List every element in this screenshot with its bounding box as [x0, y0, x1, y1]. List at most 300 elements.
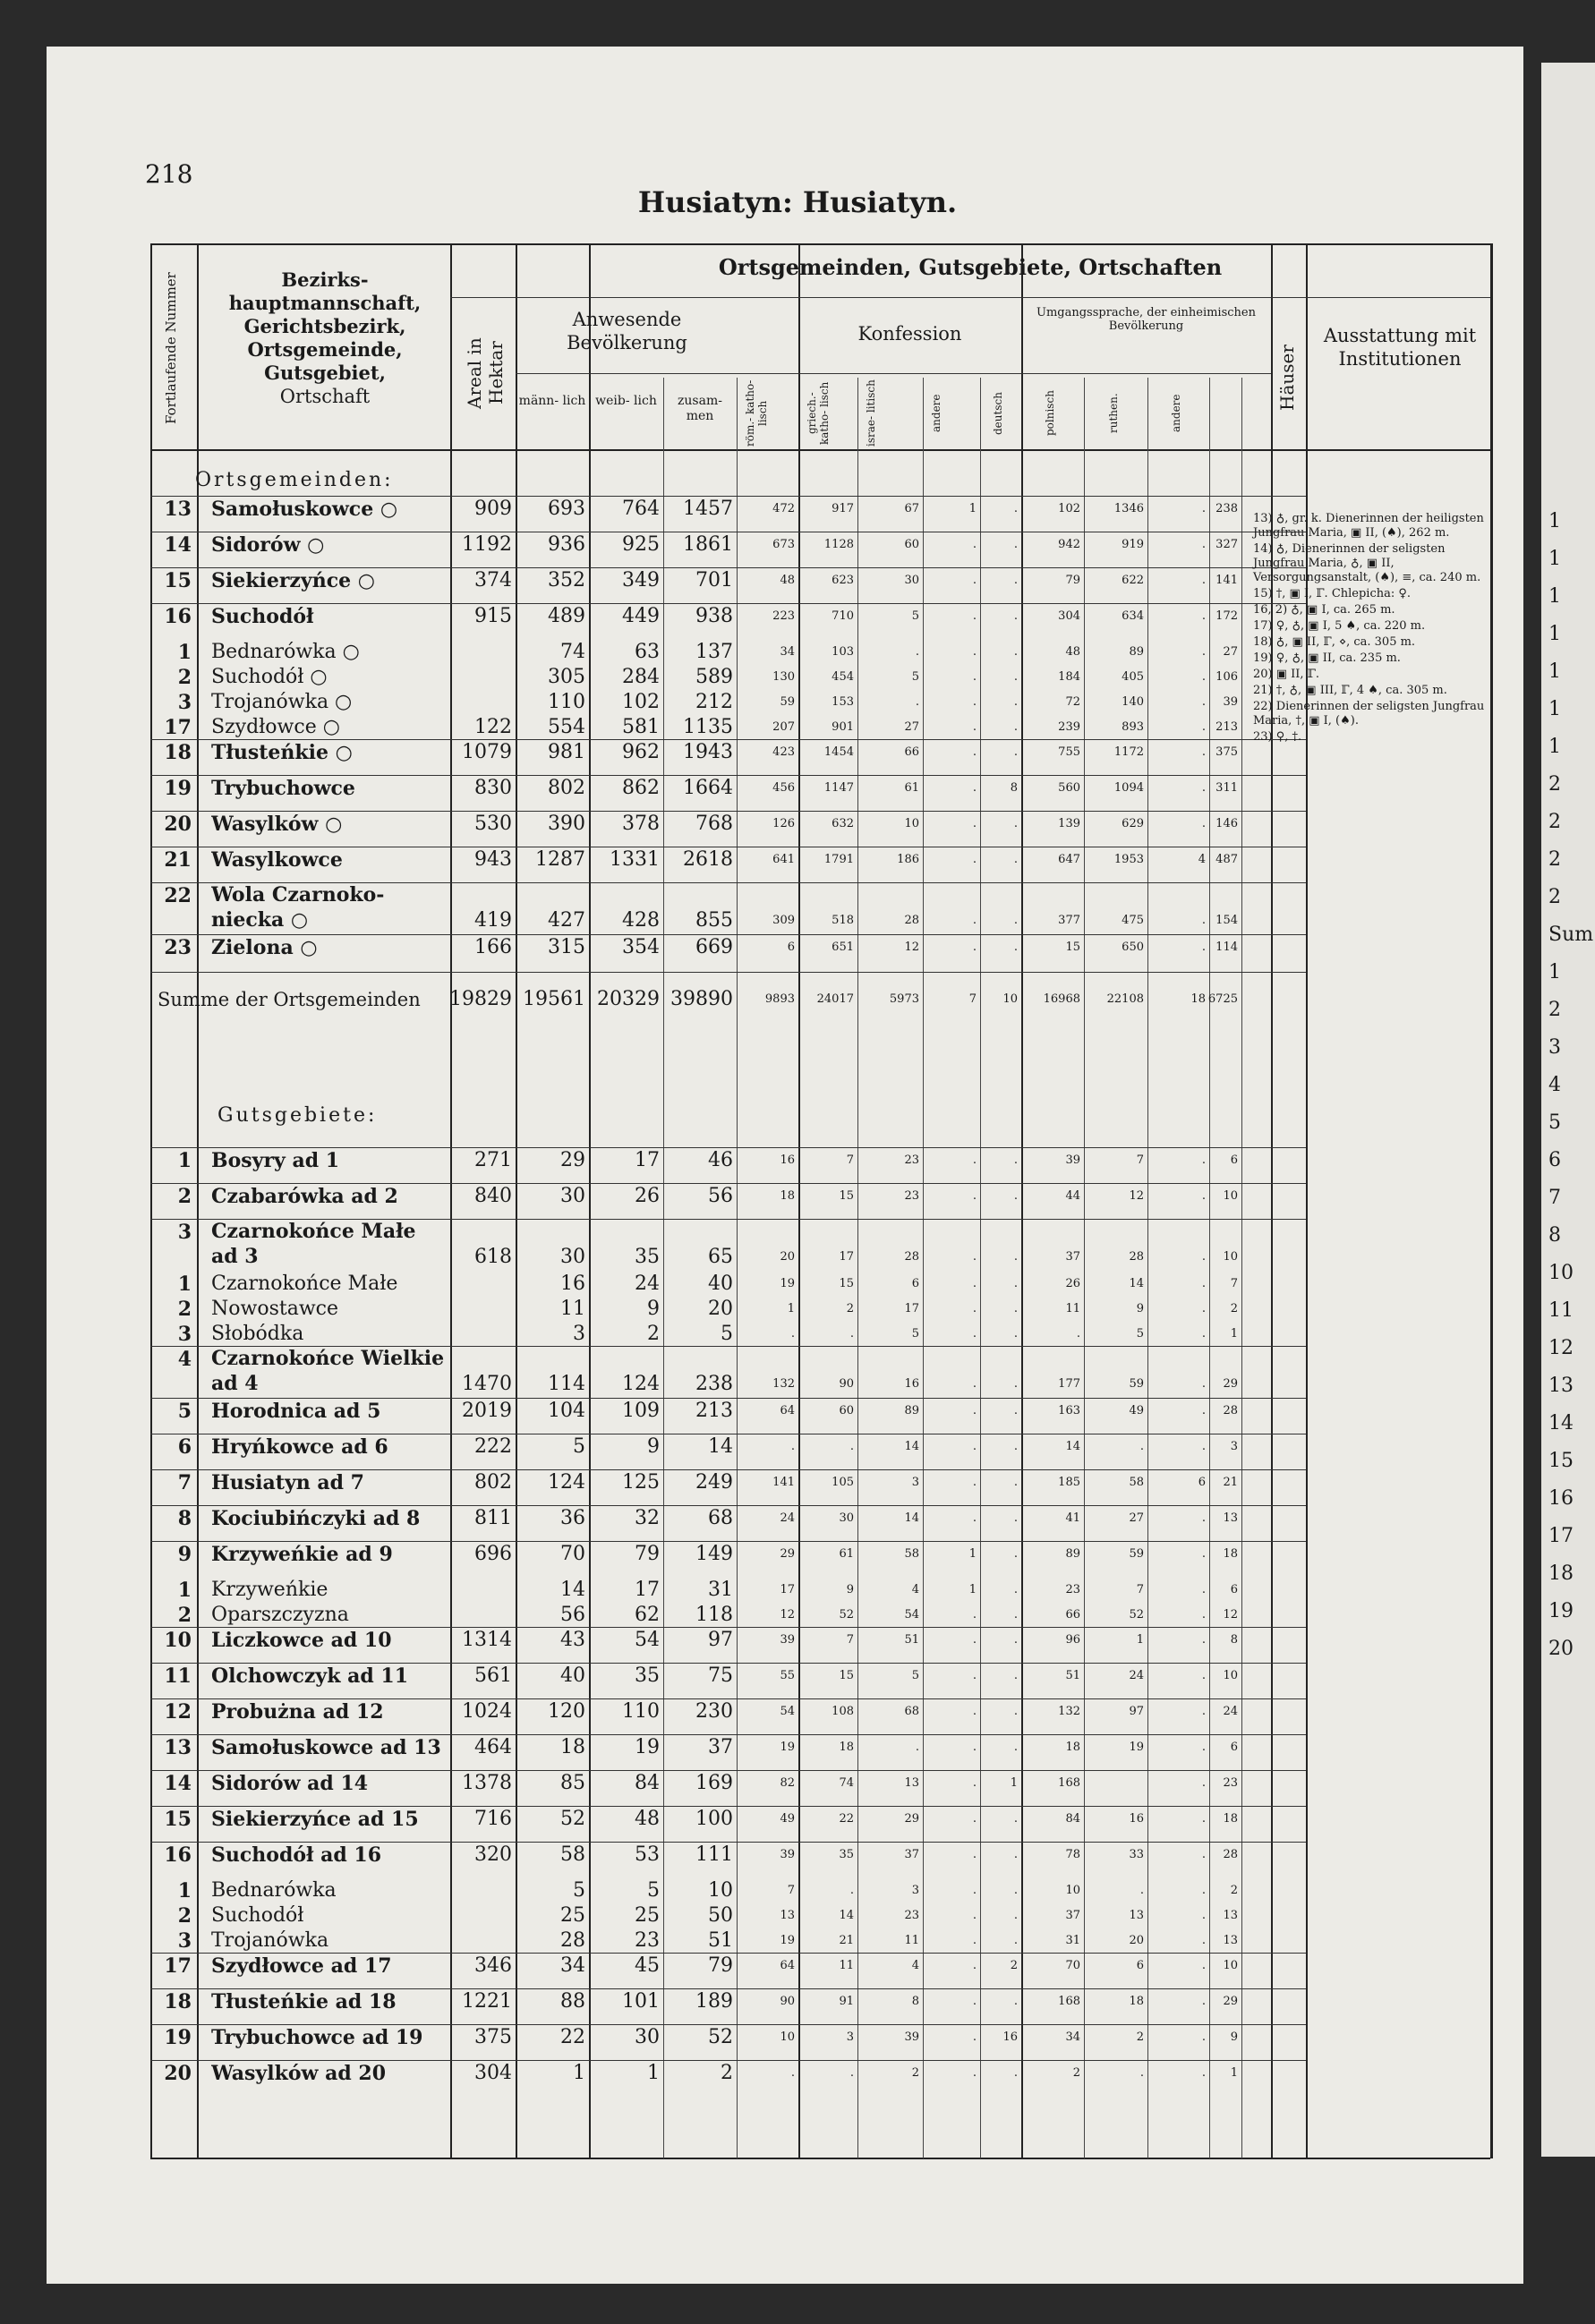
row-value: . — [1013, 853, 1018, 866]
row-value: 48 — [780, 574, 795, 587]
table-row — [150, 1842, 1306, 1877]
row-value: . — [1013, 1583, 1018, 1596]
row-value: 305 — [548, 666, 585, 688]
row-value: 530 — [474, 813, 512, 835]
table-row — [150, 567, 1306, 603]
row-value: 327 — [1215, 538, 1238, 551]
institution-note: 15) †, ▣ I, ℾ. Chlepicha: ♀. — [1253, 587, 1412, 600]
row-value: 68 — [904, 1705, 919, 1718]
row-value: . — [972, 1934, 977, 1947]
row-value: 10 — [1065, 1884, 1080, 1897]
row-value: . — [1201, 1608, 1206, 1622]
row-value: . — [1201, 914, 1206, 927]
row-value: 15 — [839, 1277, 854, 1290]
row-value: 589 — [695, 666, 733, 688]
row-value: . — [972, 817, 977, 830]
row-value — [447, 689, 512, 716]
row-value: 60 — [904, 538, 919, 551]
row-value: 168 — [1058, 1995, 1080, 2008]
header-lang-col: andere — [1169, 394, 1182, 433]
row-value: 74 — [839, 1776, 854, 1790]
row-name: Samołuskowce ad 13 — [211, 1736, 441, 1759]
row-number: 6 — [177, 1435, 192, 1459]
row-value: 52 — [708, 2026, 733, 2048]
row-name: Czarnokońce Małe ad 3 — [211, 1220, 416, 1268]
row-rule — [150, 1346, 1306, 1347]
table-row — [150, 1953, 1306, 1988]
institution-note: 17) ♀, ♁, ▣ I, 5 ♠, ca. 220 m. — [1253, 619, 1426, 633]
row-value: . — [1139, 2066, 1144, 2080]
row-name: Siekierzyńce ad 15 — [211, 1808, 419, 1831]
row-value: 30 — [560, 1185, 585, 1207]
row-value: 177 — [1058, 1377, 1080, 1391]
row-name: Tłusteńkie ad 18 — [211, 1990, 397, 2013]
edge-number: 7 — [1548, 1187, 1561, 1209]
row-value: 61 — [904, 781, 919, 795]
row-value: . — [972, 1669, 977, 1682]
table-row — [150, 1321, 1306, 1346]
row-rule — [150, 1627, 1306, 1628]
row-value: 110 — [622, 1700, 660, 1723]
row-value: 915 — [474, 605, 512, 627]
row-name: Kociubińczyki ad 8 — [211, 1507, 421, 1530]
row-rule — [150, 1505, 1306, 1506]
row-value: . — [1013, 941, 1018, 954]
page-title: Husiatyn: Husiatyn. — [637, 185, 958, 219]
row-value: 29 — [904, 1812, 919, 1826]
row-value: 315 — [548, 936, 585, 958]
row-value: 311 — [1215, 781, 1238, 795]
row-value: 427 — [548, 909, 585, 932]
row-value: . — [1013, 914, 1018, 927]
row-value: 375 — [1215, 745, 1238, 759]
section-heading-ortsgemeinden: Ortsgemeinden: — [195, 469, 394, 491]
edge-number: 1 — [1548, 961, 1561, 983]
row-number: 4 — [177, 1348, 192, 1371]
row-value: . — [1013, 1476, 1018, 1489]
row-value: 154 — [1215, 914, 1238, 927]
edge-number: 2 — [1548, 773, 1561, 796]
row-value: 1 — [573, 2062, 585, 2084]
institution-note: 19) ♀, ♁, ▣ II, ca. 235 m. — [1253, 651, 1401, 665]
row-value: . — [849, 2066, 854, 2080]
row-value: . — [972, 1633, 977, 1647]
row-value: . — [1201, 1511, 1206, 1525]
row-name: Krzyweńkie ad 9 — [211, 1543, 393, 1566]
edge-number: 1 — [1548, 585, 1561, 608]
table-row — [150, 1505, 1306, 1541]
row-value: 189 — [695, 1990, 733, 2013]
row-value: . — [915, 1741, 919, 1754]
row-value: 137 — [695, 641, 733, 663]
row-value: 802 — [474, 1471, 512, 1494]
edge-number: 1 — [1548, 698, 1561, 720]
row-value: 108 — [832, 1705, 854, 1718]
row-value: . — [1201, 941, 1206, 954]
row-value: 15 — [839, 1669, 854, 1682]
next-page-edge — [1541, 63, 1595, 2157]
row-value: 126 — [772, 817, 795, 830]
table-row — [150, 1346, 1306, 1398]
row-value — [1080, 1770, 1144, 1797]
row-value: 25 — [560, 1904, 585, 1927]
row-number: 15 — [164, 1808, 192, 1831]
table-row — [150, 1627, 1306, 1663]
row-value: 64 — [780, 1959, 795, 1972]
row-value: . — [1013, 2066, 1018, 2080]
row-value: 3 — [911, 1884, 919, 1897]
row-value: 26 — [1065, 1277, 1080, 1290]
row-name: Bednarówka ○ — [211, 641, 360, 663]
row-name: Bosyry ad 1 — [211, 1149, 340, 1172]
row-value: 60 — [839, 1404, 854, 1417]
row-value: 106 — [1215, 670, 1238, 684]
row-value: 66 — [1065, 1608, 1080, 1622]
row-value: 901 — [832, 720, 854, 734]
row-name: Suchodół ○ — [211, 666, 328, 688]
row-value: 1331 — [610, 848, 660, 871]
edge-number: 15 — [1548, 1450, 1574, 1472]
row-value: 1 — [968, 1547, 977, 1561]
row-value: 1 — [787, 1302, 795, 1315]
row-value: 122 — [474, 716, 512, 738]
row-value: 623 — [832, 574, 854, 587]
row-value: 673 — [772, 538, 795, 551]
row-value — [447, 1602, 512, 1629]
row-value: 39 — [780, 1848, 795, 1861]
sum-value: 19829 — [449, 988, 512, 1010]
row-value: 124 — [622, 1373, 660, 1395]
row-value — [447, 1928, 512, 1954]
row-value: 16 — [560, 1273, 585, 1295]
header-pop-col: weib- lich — [595, 394, 657, 408]
row-value: 29 — [1223, 1995, 1238, 2008]
row-value — [447, 1296, 512, 1323]
row-value: 79 — [1065, 574, 1080, 587]
row-value: 651 — [832, 941, 854, 954]
row-value: 30 — [839, 1511, 854, 1525]
header-name-line: Bezirks- — [281, 268, 369, 291]
row-value: 34 — [560, 1954, 585, 1977]
row-number: 2 — [177, 1298, 192, 1321]
row-value: . — [972, 941, 977, 954]
row-value: 35 — [839, 1848, 854, 1861]
row-value: . — [1013, 1250, 1018, 1264]
row-value: 49 — [1129, 1404, 1144, 1417]
row-value: 172 — [1215, 609, 1238, 623]
row-value: . — [1201, 745, 1206, 759]
row-value: . — [1201, 2066, 1206, 2080]
header-top-group: Ortsgemeinden, Gutsgebiete, Ortschaften — [718, 254, 1223, 280]
edge-number: 2 — [1548, 999, 1561, 1021]
row-value: 1346 — [1113, 502, 1144, 515]
row-value: 97 — [1129, 1705, 1144, 1718]
row-value: . — [1201, 502, 1206, 515]
institution-note: 21) †, ♁, ▣ III, ℾ, 4 ♠, ca. 305 m. — [1253, 684, 1447, 697]
row-value: 919 — [1122, 538, 1144, 551]
sum-value: 10 — [1002, 992, 1018, 1006]
row-number: 20 — [164, 2062, 192, 2085]
table-row — [150, 1219, 1306, 1271]
row-value: . — [1013, 1705, 1018, 1718]
page-number: 218 — [145, 159, 193, 189]
row-value: 124 — [548, 1471, 585, 1494]
edge-number: 17 — [1548, 1525, 1574, 1547]
row-value: 18 — [1223, 1812, 1238, 1826]
sum-label: Summe der Ortsgemeinden — [158, 989, 421, 1010]
row-value: . — [972, 538, 977, 551]
row-value: 962 — [622, 741, 660, 763]
row-value: . — [1013, 817, 1018, 830]
row-value: 13 — [780, 1909, 795, 1922]
row-value: 28 — [904, 1250, 919, 1264]
row-value: 130 — [772, 670, 795, 684]
row-value: . — [1201, 1302, 1206, 1315]
row-name: Nowostawce — [211, 1298, 338, 1320]
row-value: . — [1201, 538, 1206, 551]
row-number: 1 — [177, 1149, 192, 1172]
row-value: . — [1013, 645, 1018, 659]
row-name: Oparszczyzna — [211, 1604, 349, 1626]
row-name: Suchodół — [211, 605, 314, 628]
row-value: 641 — [772, 853, 795, 866]
row-value: 34 — [780, 645, 795, 659]
row-value: 6 — [1230, 1741, 1238, 1754]
edge-number: 3 — [1548, 1036, 1561, 1059]
row-value: . — [849, 1884, 854, 1897]
edge-number: 2 — [1548, 848, 1561, 871]
row-value: 12 — [780, 1608, 795, 1622]
row-value: . — [1201, 1741, 1206, 1754]
sum-value: 20329 — [597, 988, 660, 1010]
row-value: 19 — [1129, 1741, 1144, 1754]
row-value: 13 — [904, 1776, 919, 1790]
sum-value: 18 — [1190, 992, 1206, 1006]
row-value: 13 — [1223, 1909, 1238, 1922]
row-number: 3 — [177, 1221, 192, 1244]
row-value: 34 — [1065, 2030, 1080, 2044]
row-value: 1 — [1230, 2066, 1238, 2080]
row-value: 943 — [474, 848, 512, 871]
row-value: 1192 — [462, 533, 512, 556]
row-rule — [150, 1698, 1306, 1699]
row-value: 79 — [708, 1954, 733, 1977]
edge-number: 5 — [1548, 1111, 1561, 1134]
row-value: 710 — [832, 609, 854, 623]
row-value: . — [1201, 1959, 1206, 1972]
row-value: 66 — [904, 745, 919, 759]
row-value: 207 — [772, 720, 795, 734]
row-value: 52 — [839, 1608, 854, 1622]
sum-top-rule — [150, 972, 1306, 973]
row-value: . — [1013, 1669, 1018, 1682]
row-value: 1953 — [1113, 853, 1144, 866]
row-value: 9 — [647, 1435, 660, 1458]
row-value: 109 — [622, 1400, 660, 1422]
row-value: . — [972, 1741, 977, 1754]
row-value: 18 — [780, 1189, 795, 1203]
row-rule — [150, 2024, 1306, 2025]
row-value — [447, 1903, 512, 1929]
table-row — [150, 934, 1306, 970]
row-value: 1454 — [823, 745, 854, 759]
row-value: 59 — [780, 695, 795, 709]
row-rule — [150, 1734, 1306, 1735]
row-value: 1 — [968, 502, 977, 515]
row-value: 10 — [1223, 1959, 1238, 1972]
row-value: 701 — [695, 569, 733, 592]
row-value: . — [972, 1909, 977, 1922]
header-col-institutions: Ausstattung mit Institutionen — [1323, 325, 1477, 370]
table-row — [150, 1541, 1306, 1577]
sum-value: 9893 — [764, 992, 795, 1006]
row-value: . — [972, 1511, 977, 1525]
row-value: 346 — [474, 1954, 512, 1977]
row-value: . — [1013, 1153, 1018, 1167]
row-value: . — [1013, 720, 1018, 734]
row-value: 22 — [839, 1812, 854, 1826]
row-name: Hryńkowce ad 6 — [211, 1435, 388, 1459]
row-value: 6 — [787, 941, 795, 954]
edge-number: 6 — [1548, 1149, 1561, 1171]
row-value: 2 — [1136, 2030, 1144, 2044]
table-row — [150, 1903, 1306, 1928]
row-value: 153 — [832, 695, 854, 709]
row-value: 9 — [647, 1298, 660, 1320]
row-number: 2 — [177, 1604, 192, 1627]
row-value: 40 — [560, 1664, 585, 1687]
header-lang-col: deutsch — [992, 392, 1004, 435]
edge-number: 16 — [1548, 1487, 1574, 1510]
row-value: 7 — [846, 1633, 854, 1647]
table-row — [150, 1698, 1306, 1734]
row-number: 7 — [177, 1471, 192, 1494]
edge-number: 1 — [1548, 660, 1561, 683]
row-value: 768 — [695, 813, 733, 835]
row-value: 27 — [1223, 645, 1238, 659]
row-value: . — [1201, 1934, 1206, 1947]
row-value: 111 — [695, 1843, 733, 1866]
row-value: 354 — [622, 936, 660, 958]
row-value: . — [972, 695, 977, 709]
row-value: 110 — [548, 691, 585, 713]
row-name: Szydłowce ad 17 — [211, 1954, 392, 1978]
row-value: 78 — [1065, 1848, 1080, 1861]
row-value: 37 — [708, 1736, 733, 1758]
row-value: 464 — [474, 1736, 512, 1758]
row-value: 28 — [1223, 1404, 1238, 1417]
row-value: 28 — [560, 1929, 585, 1952]
column-rule — [1490, 243, 1493, 2158]
row-value: . — [972, 781, 977, 795]
row-value: 64 — [780, 1404, 795, 1417]
row-value: 120 — [548, 1700, 585, 1723]
row-value: 12 — [1223, 1608, 1238, 1622]
row-value: 304 — [1058, 609, 1080, 623]
institution-note: 18) ♁, ▣ II, ℾ, ⋄, ca. 305 m. — [1253, 635, 1416, 649]
row-value: 54 — [780, 1705, 795, 1718]
row-value: 19 — [780, 1741, 795, 1754]
table-row — [150, 532, 1306, 567]
row-number: 18 — [164, 1990, 192, 2013]
edge-number: 1 — [1548, 736, 1561, 758]
row-value: 6 — [1230, 1153, 1238, 1167]
row-value: 3 — [1230, 1440, 1238, 1453]
table-row — [150, 1602, 1306, 1627]
row-value: 163 — [1058, 1404, 1080, 1417]
sum-value: 24017 — [816, 992, 854, 1006]
row-value: 16 — [1002, 2030, 1018, 2044]
row-value: 489 — [548, 605, 585, 627]
table-row — [150, 882, 1306, 934]
row-value: . — [1013, 745, 1018, 759]
row-name: Suchodół — [211, 1904, 304, 1927]
row-value: 146 — [1215, 817, 1238, 830]
row-value: . — [972, 1404, 977, 1417]
row-number: 11 — [164, 1664, 192, 1688]
row-value: 79 — [635, 1543, 660, 1565]
row-value: 17 — [904, 1302, 919, 1315]
row-value: 51 — [904, 1633, 919, 1647]
row-value: 7 — [1136, 1583, 1144, 1596]
row-value: . — [1201, 1404, 1206, 1417]
row-value: . — [1013, 1377, 1018, 1391]
table-row — [150, 775, 1306, 811]
row-value: 45 — [635, 1954, 660, 1977]
row-value: 141 — [772, 1476, 795, 1489]
row-value: 96 — [1065, 1633, 1080, 1647]
row-value: 59 — [1129, 1377, 1144, 1391]
row-value: 39 — [904, 2030, 919, 2044]
row-value: 27 — [1129, 1511, 1144, 1525]
header-name-line: Gutsgebiet, — [264, 362, 386, 384]
row-value: 33 — [1129, 1848, 1144, 1861]
edge-number: 1 — [1548, 623, 1561, 645]
row-value: 304 — [474, 2062, 512, 2084]
row-value: 23 — [1223, 1776, 1238, 1790]
row-value: 309 — [772, 914, 795, 927]
row-value: 19 — [635, 1736, 660, 1758]
row-value: . — [972, 1848, 977, 1861]
row-value: 52 — [560, 1808, 585, 1830]
row-value: 13 — [1223, 1934, 1238, 1947]
row-value: 15 — [1065, 941, 1080, 954]
row-number: 16 — [164, 1843, 192, 1867]
row-value: 239 — [1058, 720, 1080, 734]
row-number: 23 — [164, 936, 192, 959]
header-lang-col: polnisch — [1044, 390, 1056, 437]
row-number: 1 — [177, 641, 192, 664]
sum-value: 39890 — [670, 988, 733, 1010]
row-value: . — [972, 1705, 977, 1718]
row-value: 132 — [1058, 1705, 1080, 1718]
row-value: . — [1201, 2030, 1206, 2044]
table-row — [150, 664, 1306, 689]
row-value: 15 — [839, 1189, 854, 1203]
row-value: 70 — [560, 1543, 585, 1565]
row-value: 30 — [635, 2026, 660, 2048]
edge-number: 14 — [1548, 1412, 1574, 1434]
row-value: . — [1201, 1669, 1206, 1682]
row-number: 13 — [164, 498, 192, 521]
row-value: 48 — [1065, 645, 1080, 659]
row-value: 352 — [548, 569, 585, 592]
row-number: 2 — [177, 1904, 192, 1928]
row-value: 16 — [904, 1377, 919, 1391]
row-name: Suchodół ad 16 — [211, 1843, 382, 1867]
row-value: . — [1201, 1277, 1206, 1290]
row-value: 14 — [1065, 1440, 1080, 1453]
